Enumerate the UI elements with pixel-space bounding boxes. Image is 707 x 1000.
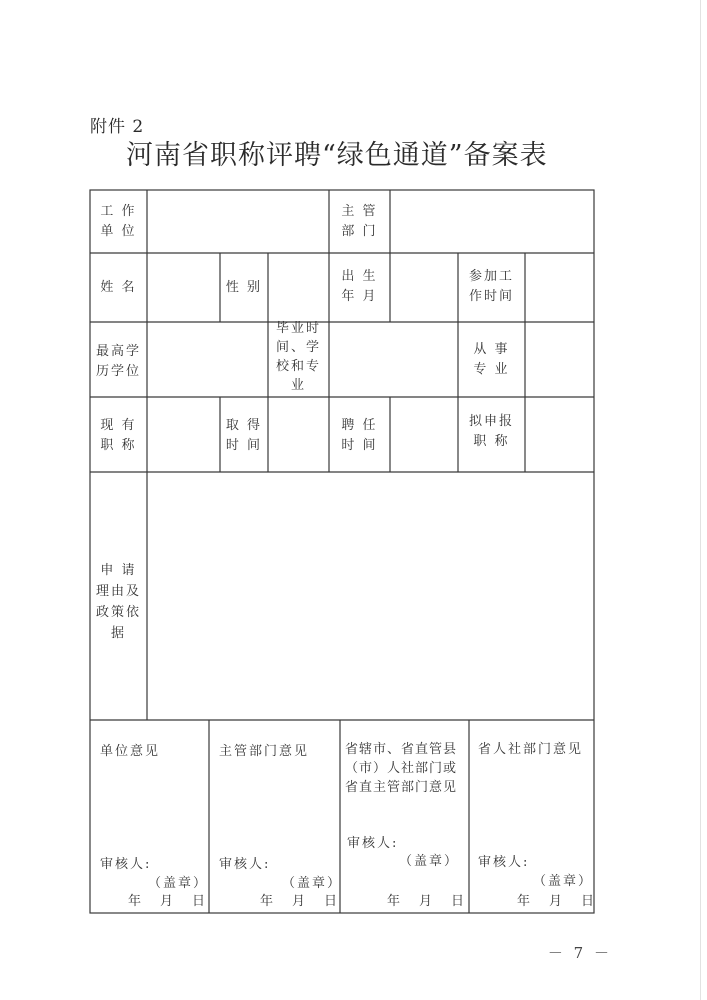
graduation-label — [268, 319, 329, 395]
province-hr-opinion-seal: （盖章） — [533, 874, 594, 889]
work-unit-label-line2: 单 位 — [100, 224, 137, 239]
birth-field[interactable] — [391, 254, 457, 321]
gender-field[interactable] — [269, 254, 328, 321]
reason-label-line4: 据 — [110, 626, 126, 641]
form-title: 河南省职称评聘“绿色通道”备案表 — [126, 140, 548, 171]
city-hr-opinion-label-line1: 省辖市、省直管县 — [345, 742, 458, 757]
unit-opinion-label: 单位意见 — [100, 744, 161, 759]
supervisor-opinion-seal: （盖章） — [282, 876, 343, 891]
city-hr-opinion-label-line2: （市）人社部门或 — [345, 761, 458, 776]
hired-time-field[interactable] — [391, 398, 457, 471]
profession-label — [458, 340, 525, 380]
reason-label-line3: 政策依 — [95, 605, 141, 620]
work-start-label — [458, 267, 525, 307]
province-hr-opinion-date: 年 月 日 — [517, 894, 598, 909]
work-start-field[interactable] — [526, 254, 593, 321]
current-title-field[interactable] — [148, 398, 219, 471]
unit-opinion-date: 年 月 日 — [128, 894, 209, 909]
city-hr-opinion-label — [345, 740, 457, 797]
name-label: 姓 名 — [100, 280, 137, 295]
applying-title-label — [458, 412, 525, 452]
applying-title-label-line1: 拟申报 — [468, 414, 514, 429]
work-unit-field[interactable] — [148, 191, 328, 252]
graduation-label-line2: 间、学 — [275, 340, 321, 355]
supervisor-dept-label-line1: 主 管 — [341, 204, 378, 219]
birth-label-line2: 年 月 — [341, 289, 378, 304]
applying-title-field[interactable] — [526, 398, 593, 471]
city-hr-opinion-reviewer: 审核人: — [347, 836, 399, 851]
unit-opinion-seal: （盖章） — [148, 876, 209, 891]
reason-field[interactable] — [148, 473, 593, 719]
name-field[interactable] — [148, 254, 219, 321]
graduation-label-line4: 业 — [290, 378, 306, 393]
obtained-time-label-line1: 取 得 — [225, 418, 263, 433]
profession-label-line2: 专 业 — [473, 362, 510, 377]
supervisor-dept-field[interactable] — [391, 191, 593, 252]
city-hr-opinion-date: 年 月 日 — [387, 894, 468, 909]
birth-label-line1: 出 生 — [341, 269, 378, 284]
city-hr-opinion-label-line3: 省直主管部门意见 — [345, 780, 458, 795]
obtained-time-label — [220, 416, 268, 456]
attachment-label: 附件 2 — [90, 117, 145, 137]
supervisor-opinion-date: 年 月 日 — [260, 894, 341, 909]
graduation-label-line3: 校和专 — [275, 359, 321, 374]
supervisor-opinion-label: 主管部门意见 — [219, 744, 310, 759]
supervisor-dept-label-line2: 部 门 — [341, 224, 378, 239]
degree-label-line2: 历学位 — [95, 364, 141, 379]
work-unit-label-line1: 工 作 — [100, 204, 137, 219]
province-hr-opinion-label: 省人社部门意见 — [478, 742, 584, 757]
degree-label-line1: 最高学 — [95, 344, 141, 359]
province-hr-opinion-reviewer: 审核人: — [478, 855, 530, 870]
graduation-label-line1: 毕业时 — [275, 321, 321, 336]
obtained-time-field[interactable] — [269, 398, 328, 471]
profession-field[interactable] — [526, 323, 593, 396]
reason-label-line1: 申 请 — [100, 563, 137, 578]
current-title-label-line1: 现 有 — [100, 418, 137, 433]
hired-time-label-line1: 聘 任 — [341, 418, 378, 433]
applying-title-label-line2: 职 称 — [473, 434, 510, 449]
gender-label: 性 别 — [225, 280, 263, 295]
graduation-field[interactable] — [330, 323, 457, 396]
work-start-label-line2: 作时间 — [468, 289, 514, 304]
degree-label — [90, 342, 147, 382]
city-hr-opinion-seal: （盖章） — [399, 854, 460, 869]
birth-label — [329, 267, 390, 307]
work-start-label-line1: 参加工 — [468, 269, 514, 284]
unit-opinion-reviewer: 审核人: — [100, 857, 152, 872]
supervisor-opinion-reviewer: 审核人: — [219, 857, 271, 872]
current-title-label — [90, 416, 147, 456]
work-unit-label — [90, 202, 147, 242]
profession-label-line1: 从 事 — [473, 342, 510, 357]
reason-label-line2: 理由及 — [95, 584, 141, 599]
reason-label — [90, 560, 147, 644]
current-title-label-line2: 职 称 — [100, 438, 137, 453]
page-number: － 7 － — [547, 944, 612, 962]
hired-time-label — [329, 416, 390, 456]
hired-time-label-line2: 时 间 — [341, 438, 378, 453]
supervisor-dept-label — [329, 202, 390, 242]
obtained-time-label-line2: 时 间 — [225, 438, 263, 453]
degree-field[interactable] — [148, 323, 267, 396]
